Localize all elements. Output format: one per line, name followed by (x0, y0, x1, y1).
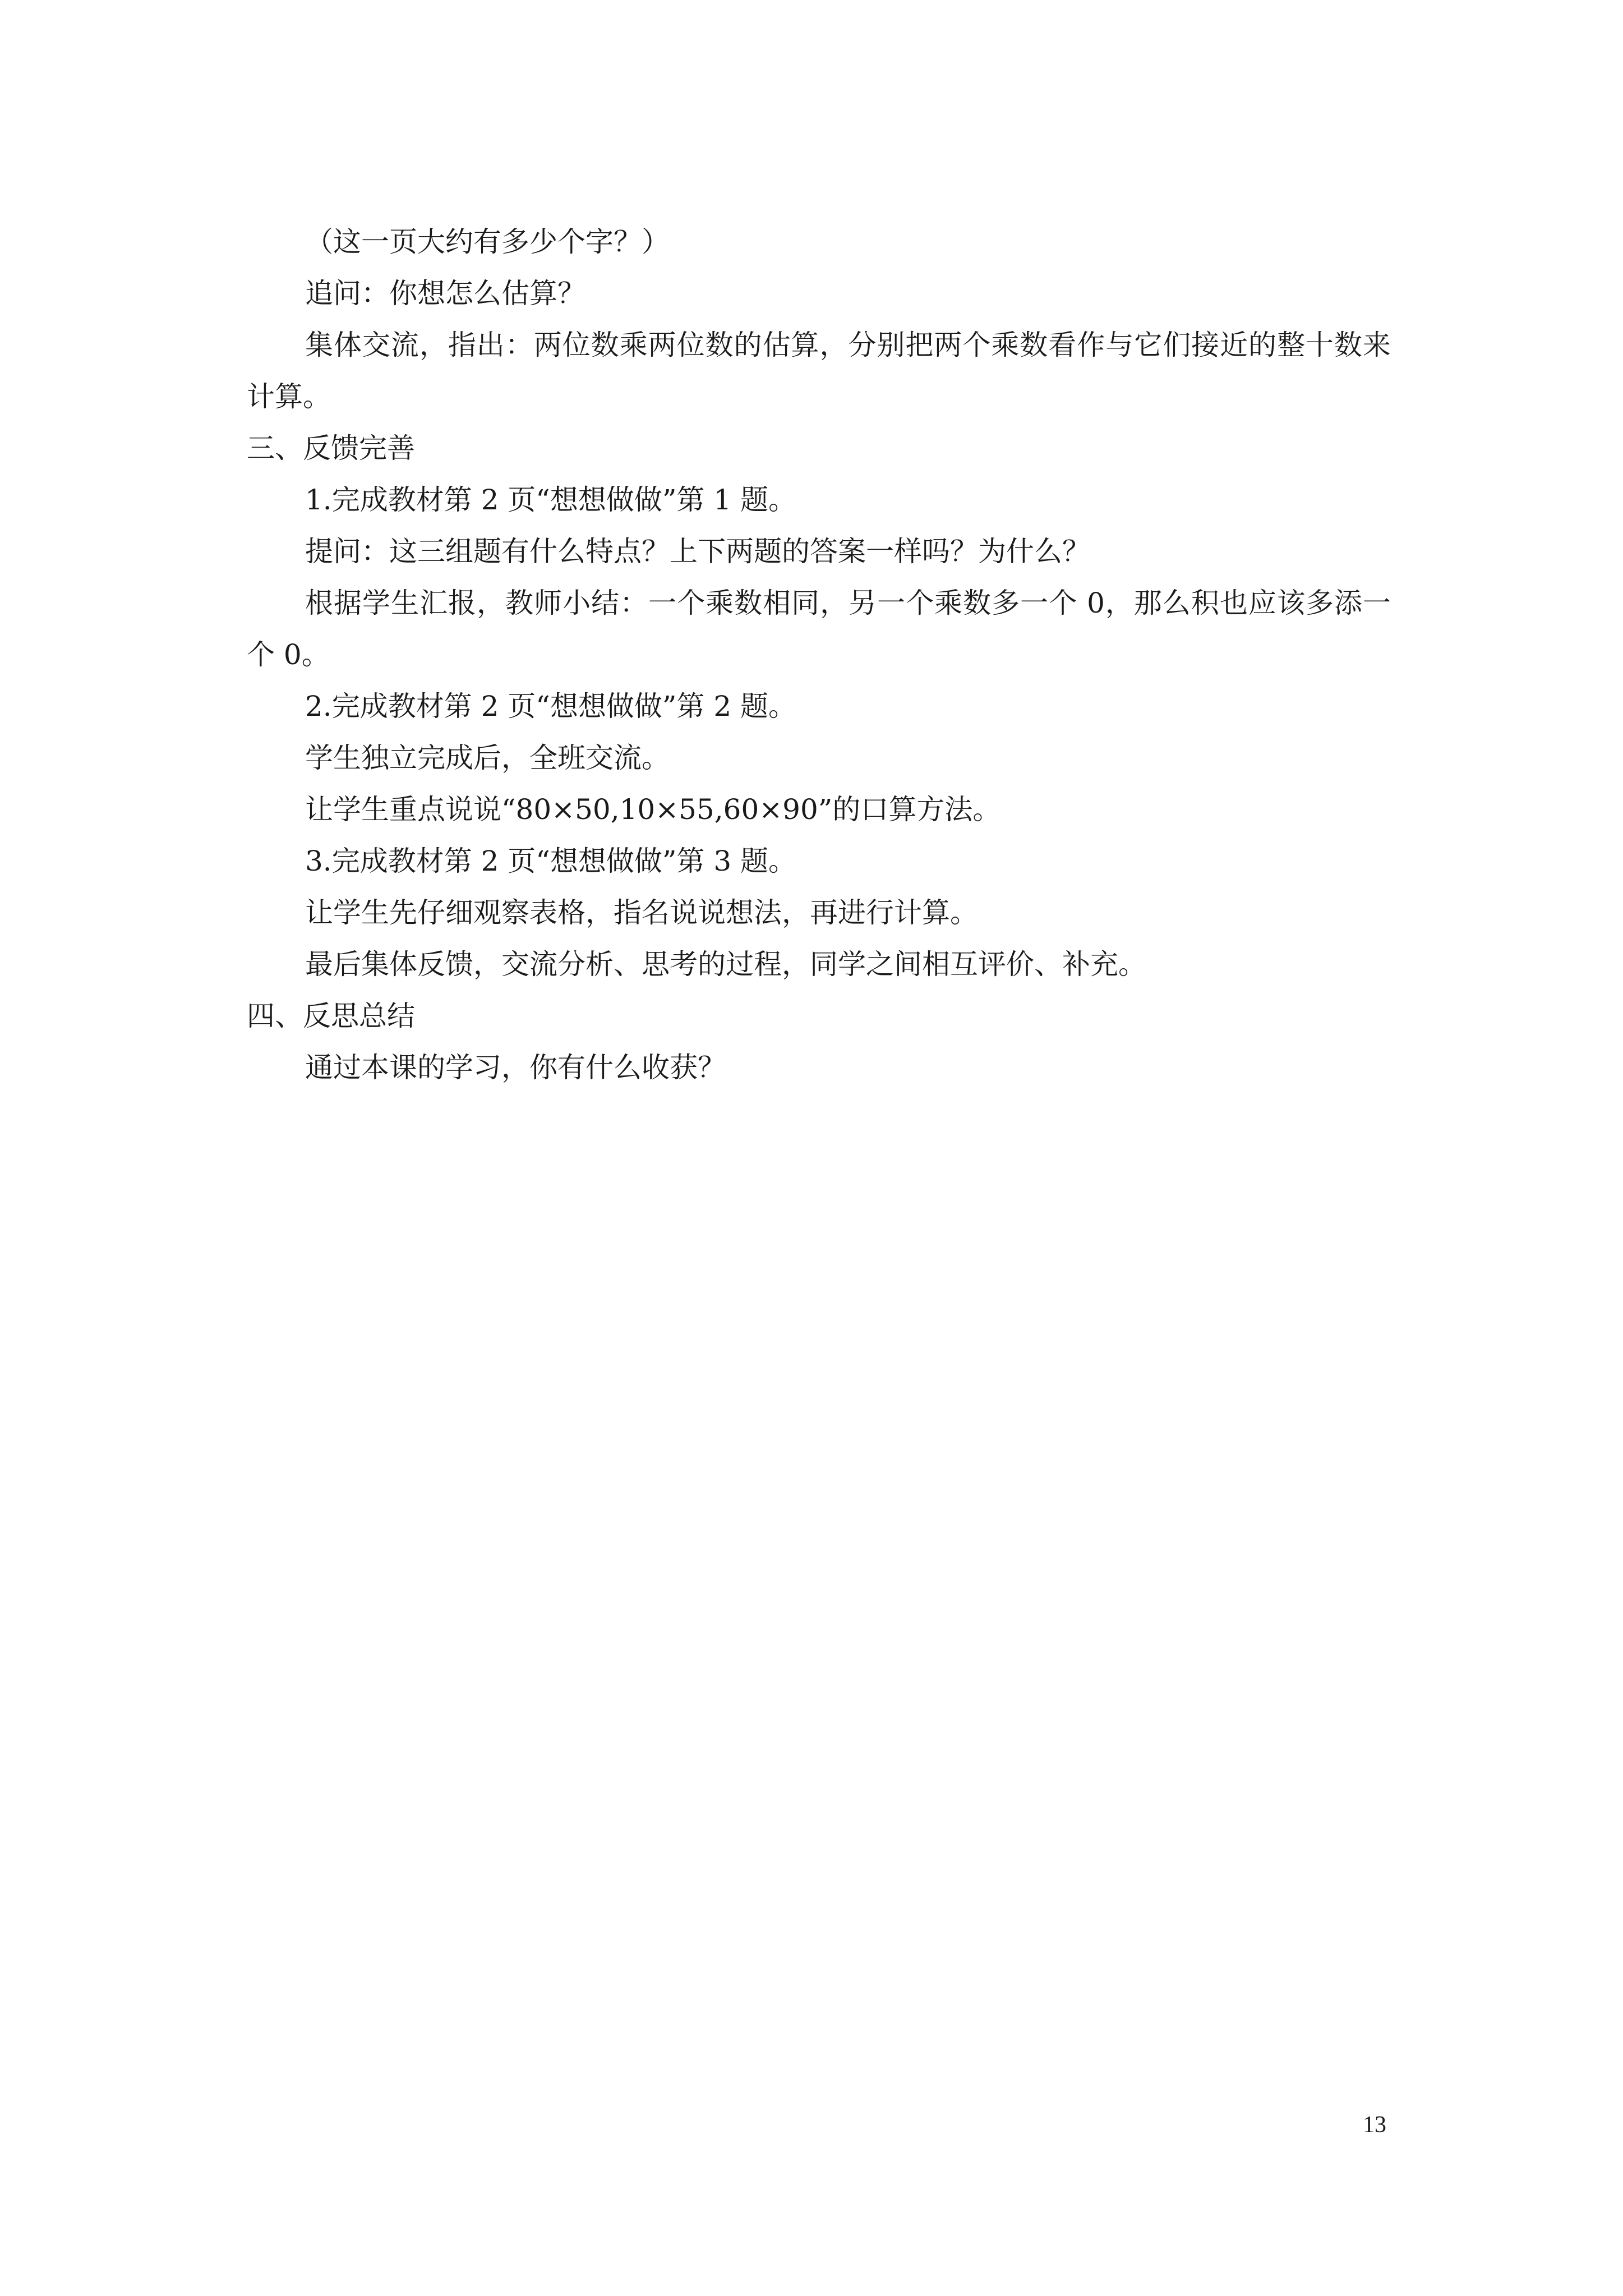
teacher-summary-line-2: 个 0。 (247, 638, 330, 671)
exercise-2: 2.完成教材第 2 页“想想做做”第 2 题。 (305, 690, 797, 723)
follow-up-question: 追问：你想怎么估算？ (305, 277, 585, 310)
exercise-2-discussion: 学生独立完成后，全班交流。 (305, 742, 670, 774)
section-heading-feedback: 三、反馈完善 (247, 432, 415, 464)
group-discussion-line-2: 计算。 (247, 380, 331, 413)
exercise-3-feedback: 最后集体反馈，交流分析、思考的过程，同学之间相互评价、补充。 (305, 948, 1146, 981)
exercise-2-mental-math: 让学生重点说说“80×50,10×55,60×90”的口算方法。 (305, 793, 1001, 826)
exercise-3-instruction: 让学生先仔细观察表格，指名说说想法，再进行计算。 (305, 896, 978, 929)
teacher-summary-line-1: 根据学生汇报，教师小结：一个乘数相同，另一个乘数多一个 0，那么积也应该多添一 (305, 587, 1391, 619)
section-heading-reflection: 四、反思总结 (247, 1000, 415, 1032)
group-discussion-line-1: 集体交流，指出：两位数乘两位数的估算，分别把两个乘数看作与它们接近的整十数来 (305, 329, 1391, 361)
page-number: 13 (1363, 2112, 1386, 2138)
reflection-question: 通过本课的学习，你有什么收获？ (305, 1051, 726, 1084)
exercise-1-question: 提问：这三组题有什么特点？上下两题的答案一样吗？为什么？ (305, 535, 1090, 568)
exercise-1: 1.完成教材第 2 页“想想做做”第 1 题。 (305, 484, 797, 516)
exercise-3: 3.完成教材第 2 页“想想做做”第 3 题。 (305, 845, 797, 877)
question-word-count: （这一页大约有多少个字？） (305, 226, 670, 258)
page-body (247, 216, 1391, 1093)
